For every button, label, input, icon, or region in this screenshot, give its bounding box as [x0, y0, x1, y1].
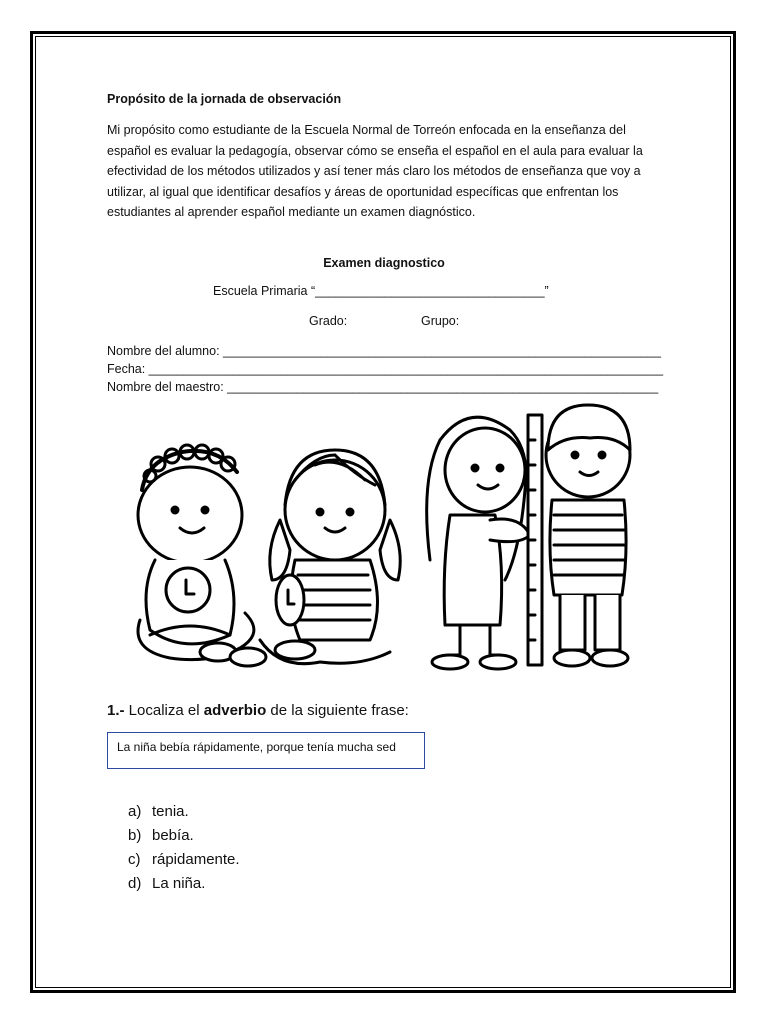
exam-title: Examen diagnostico: [323, 256, 445, 270]
question-number: 1.-: [107, 702, 125, 719]
option-text: rápidamente.: [152, 851, 240, 868]
option-letter: d): [128, 875, 142, 892]
standing-boy-figure: [546, 405, 630, 666]
option-letter: a): [128, 803, 142, 820]
children-coloring-illustration: [120, 400, 650, 675]
question-text-after: de la siguiente frase:: [266, 702, 409, 719]
student-name-field: Nombre del alumno: _______________________________________________________________: [107, 344, 661, 358]
sitting-girl-figure: [260, 450, 400, 664]
option-text: tenia.: [152, 803, 189, 820]
option-b[interactable]: [128, 824, 240, 848]
date-field: Fecha: __________________________________________________________________________: [107, 362, 664, 376]
purpose-title: Propósito de la jornada de observación: [107, 92, 342, 106]
grupo-label: Grupo:: [421, 314, 460, 328]
grado-label: Grado:: [309, 314, 348, 328]
height-ruler: [528, 415, 542, 665]
purpose-line: Mi propósito como estudiante de la Escuela Normal de Torreón enfocada en la enseñanza del: [107, 123, 626, 137]
sitting-boy-figure: [138, 445, 254, 660]
option-letter: c): [128, 851, 141, 868]
option-text: bebía.: [152, 827, 194, 844]
answer-options: [128, 800, 240, 896]
standing-girl-figure: [427, 417, 530, 669]
question-keyword: adverbio: [203, 702, 267, 719]
purpose-line: efectividad de los métodos utilizados y así tener más claro los métodos de enseñanza que voy a: [107, 164, 641, 178]
teacher-name-field: Nombre del maestro: ______________________________________________________________: [107, 380, 659, 394]
purpose-line: español es evaluar la pedagogía, observar cómo se enseña el español en el aula para evaluar la: [107, 143, 643, 158]
option-a[interactable]: [128, 800, 240, 824]
option-d[interactable]: [128, 872, 240, 896]
purpose-line: estudiantes al aprender español mediante un examen diagnóstico.: [107, 205, 476, 219]
sentence-box: La niña bebía rápidamente, porque tenía mucha sed: [107, 732, 425, 769]
purpose-paragraph: [107, 120, 667, 223]
option-text: La niña.: [152, 875, 206, 892]
question-1: [107, 702, 409, 719]
school-field: Escuela Primaria “_________________________________”: [213, 284, 549, 298]
purpose-line: utilizar, al igual que identificar desafíos y áreas de oportunidad específicas que enfrentan los: [107, 184, 619, 199]
option-letter: b): [128, 827, 142, 844]
question-text-before: Localiza el: [124, 702, 204, 719]
option-c[interactable]: [128, 848, 240, 872]
